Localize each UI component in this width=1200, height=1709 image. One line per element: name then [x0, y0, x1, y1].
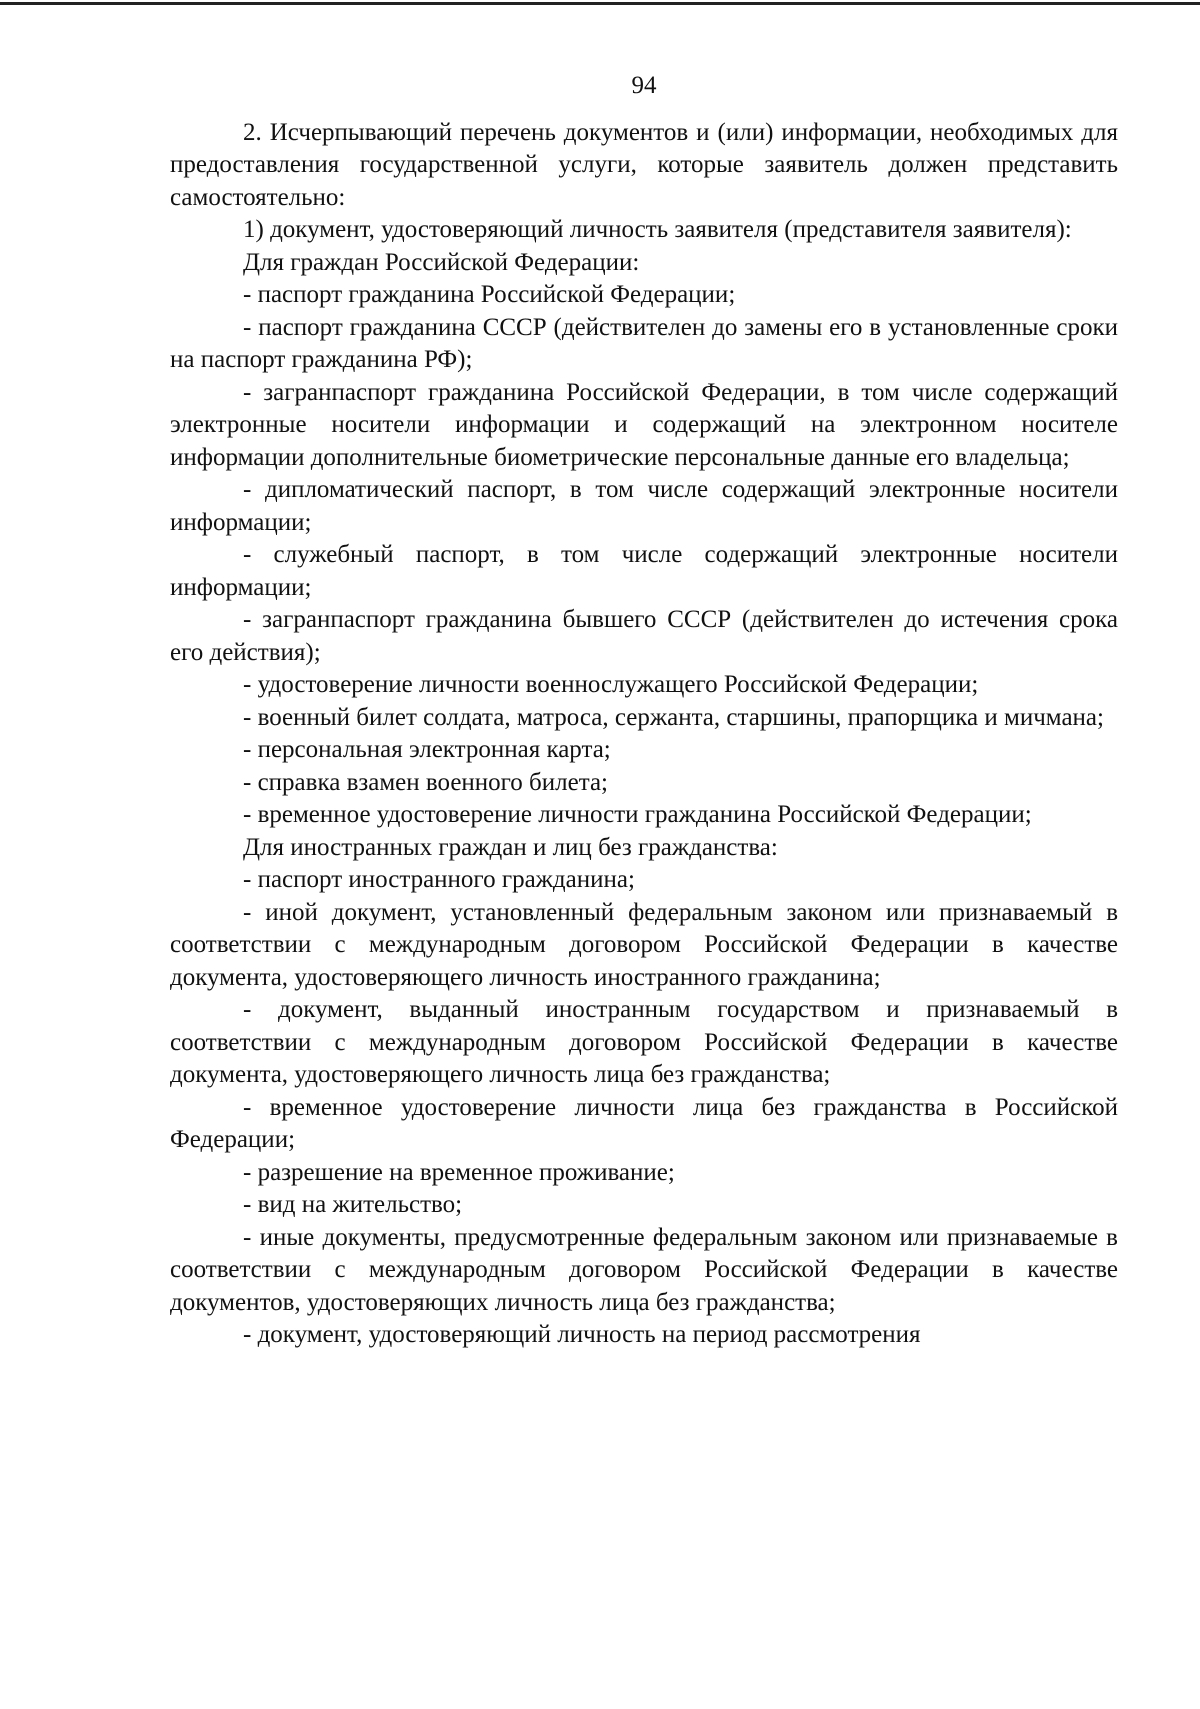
list-item: - документ, удостоверяющий личность на период рассмотрения	[243, 1321, 921, 1348]
list-item: - паспорт иностранного гражданина;	[243, 866, 635, 893]
list-item: - загранпаспорт гражданина Российской Федерации, в том числе содержащий электронные носители информации и содержащий на электронном носителе информации дополнительные биометрические персональные данные его владельца;	[170, 378, 1118, 471]
list-item: - персональная электронная карта;	[243, 736, 611, 763]
list-item: - справка взамен военного билета;	[243, 768, 609, 796]
list-item: - загранпаспорт гражданина бывшего СССР (действителен до истечения срока его действия);	[170, 606, 1118, 666]
list-item: - разрешение на временное проживание;	[243, 1158, 675, 1186]
paragraph-intro: 2. Исчерпывающий перечень документов и (или) информации, необходимых для предоставления государственной услуги, которые заявитель должен представить самостоятельно:	[170, 118, 1118, 211]
list-item: - служебный паспорт, в том числе содержащий электронные носители информации;	[170, 541, 1118, 601]
list-item: - дипломатический паспорт, в том числе содержащий электронные носители информации;	[170, 476, 1118, 536]
list-item: - вид на жительство;	[243, 1191, 463, 1218]
list-item: - паспорт гражданина Российской Федерации;	[243, 281, 736, 308]
paragraph-foreigners-heading: Для иностранных граждан и лиц без гражданства:	[243, 833, 778, 861]
list-item: - паспорт гражданина СССР (действителен до замены его в установленные сроки на паспорт гражданина РФ);	[170, 313, 1118, 373]
list-item: - документ, выданный иностранным государством и признаваемый в соответствии с международным договором Российской Федерации в качестве документа, удостоверяющего личность лица без гражданства;	[170, 996, 1118, 1088]
list-item: - временное удостоверение личности лица без гражданства в Российской Федерации;	[170, 1093, 1118, 1153]
list-item: - удостоверение личности военнослужащего Российской Федерации;	[243, 671, 979, 698]
page-number: 94	[631, 72, 657, 99]
list-item: - иной документ, установленный федеральным законом или признаваемый в соответствии с международным договором Российской Федерации в качестве документа, удостоверяющего личность иностранного гражданина;	[170, 898, 1118, 991]
list-item: - военный билет солдата, матроса, сержанта, старшины, прапорщика и мичмана;	[243, 703, 1104, 731]
list-item: - временное удостоверение личности гражданина Российской Федерации;	[243, 801, 1032, 828]
paragraph-citizens-heading: Для граждан Российской Федерации:	[243, 248, 640, 276]
paragraph-item-1: 1) документ, удостоверяющий личность заявителя (представителя заявителя):	[243, 216, 1072, 243]
list-item: - иные документы, предусмотренные федеральным законом или признаваемые в соответствии с международным договором Российской Федерации в качестве документов, удостоверяющих личность лица без гражданства;	[170, 1223, 1118, 1316]
document-page	[170, 70, 1118, 1352]
top-border-line	[0, 2, 1200, 5]
